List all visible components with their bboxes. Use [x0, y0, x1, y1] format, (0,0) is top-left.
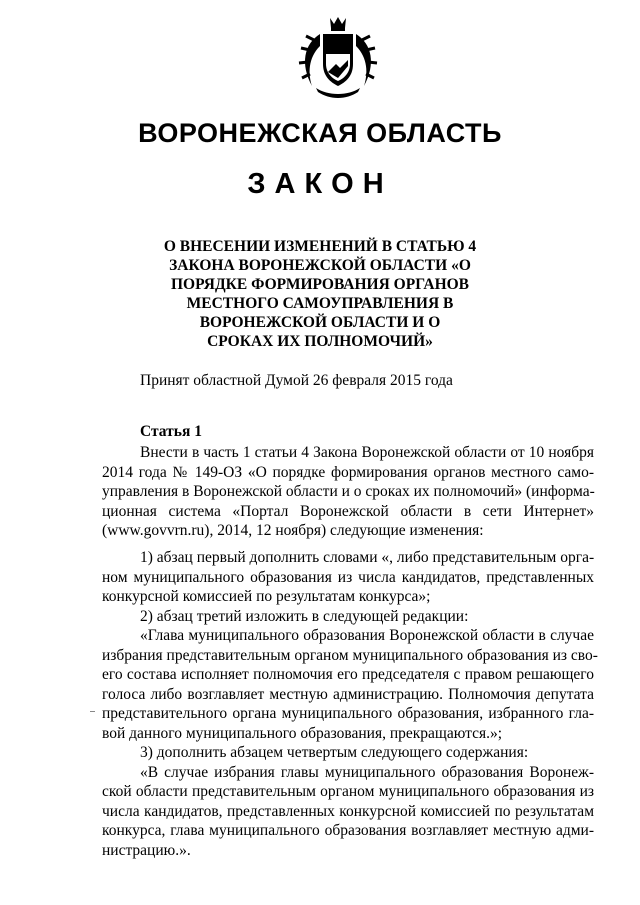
- text-line: конкурса, глава муниципального образования возглавляет местную адми-: [102, 822, 594, 839]
- text-line: нистрацию.».: [102, 841, 191, 859]
- text-line: вой данного муниципального образования, прекращаются.»;: [102, 724, 503, 742]
- margin-mark: [90, 711, 95, 712]
- text-line: 3) дополнить абзацем четвертым следующего содержания:: [140, 744, 529, 761]
- text-line: (www.govvrn.ru), 2014, 12 ноября) следующие изменения:: [102, 522, 484, 539]
- title-line: О ВНЕСЕНИИ ИЗМЕНЕНИЙ В СТАТЬЮ 4: [163, 238, 477, 255]
- text-line: 2014 года № 149-ОЗ «О порядке формирования органов местного само-: [102, 463, 594, 481]
- text-line: управления в Воронежской области и о сроках их полномочий» (информа-: [102, 483, 595, 500]
- text-line: 2) абзац третий изложить в следующей редакции:: [140, 607, 469, 625]
- text-line: «В случае избрания главы муниципального образования Воронеж-: [140, 763, 594, 781]
- law-title: [150, 237, 490, 351]
- text-line: его состава исполняет полномочия его председателя с правом решающего: [102, 666, 594, 683]
- changes-list: [102, 548, 598, 860]
- text-line: ционная система «Портал Воронежской области в сети Интернет»: [102, 502, 594, 520]
- text-line: избрания представительным органом муниципального образования из сво-: [102, 646, 598, 664]
- text-line: «Глава муниципального образования Воронежской области в случае: [140, 627, 594, 644]
- intro-paragraph: [102, 443, 594, 541]
- article-heading: Статья 1: [140, 423, 202, 440]
- coat-of-arms-icon: [290, 14, 386, 100]
- text-line: конкурсной комиссией по результатам конкурса»;: [102, 588, 431, 605]
- region-name: ВОРОНЕЖСКАЯ ОБЛАСТЬ: [138, 118, 502, 148]
- document-type: ЗАКОН: [247, 168, 393, 200]
- title-line: ПОРЯДКЕ ФОРМИРОВАНИЯ ОРГАНОВ: [170, 276, 470, 293]
- text-line: голоса либо возглавляет местную администрацию. Полномочия депутата: [102, 685, 594, 703]
- title-line: ЗАКОНА ВОРОНЕЖСКОЙ ОБЛАСТИ «О: [169, 257, 471, 274]
- text-line: ской области представительным органом муниципального образования из: [102, 783, 594, 800]
- text-line: 1) абзац первый дополнить словами «, либо представительным орга-: [140, 549, 595, 566]
- text-line: числа кандидатов, представленных конкурсной комиссией по результатам: [102, 802, 594, 820]
- title-line: МЕСТНОГО САМОУПРАВЛЕНИЯ В: [186, 295, 454, 312]
- text-line: ном муниципального образования из числа кандидатов, представленных: [102, 568, 594, 586]
- title-line: СРОКАХ ИХ ПОЛНОМОЧИЙ»: [207, 333, 433, 350]
- adoption-date: Принят областной Думой 26 февраля 2015 года: [140, 372, 453, 389]
- text-line: представительного органа муниципального образования, избранного гла-: [102, 705, 594, 722]
- text-line: Внести в часть 1 статьи 4 Закона Воронежской области от 10 ноября: [140, 444, 594, 461]
- title-line: ВОРОНЕЖСКОЙ ОБЛАСТИ И О: [199, 314, 441, 331]
